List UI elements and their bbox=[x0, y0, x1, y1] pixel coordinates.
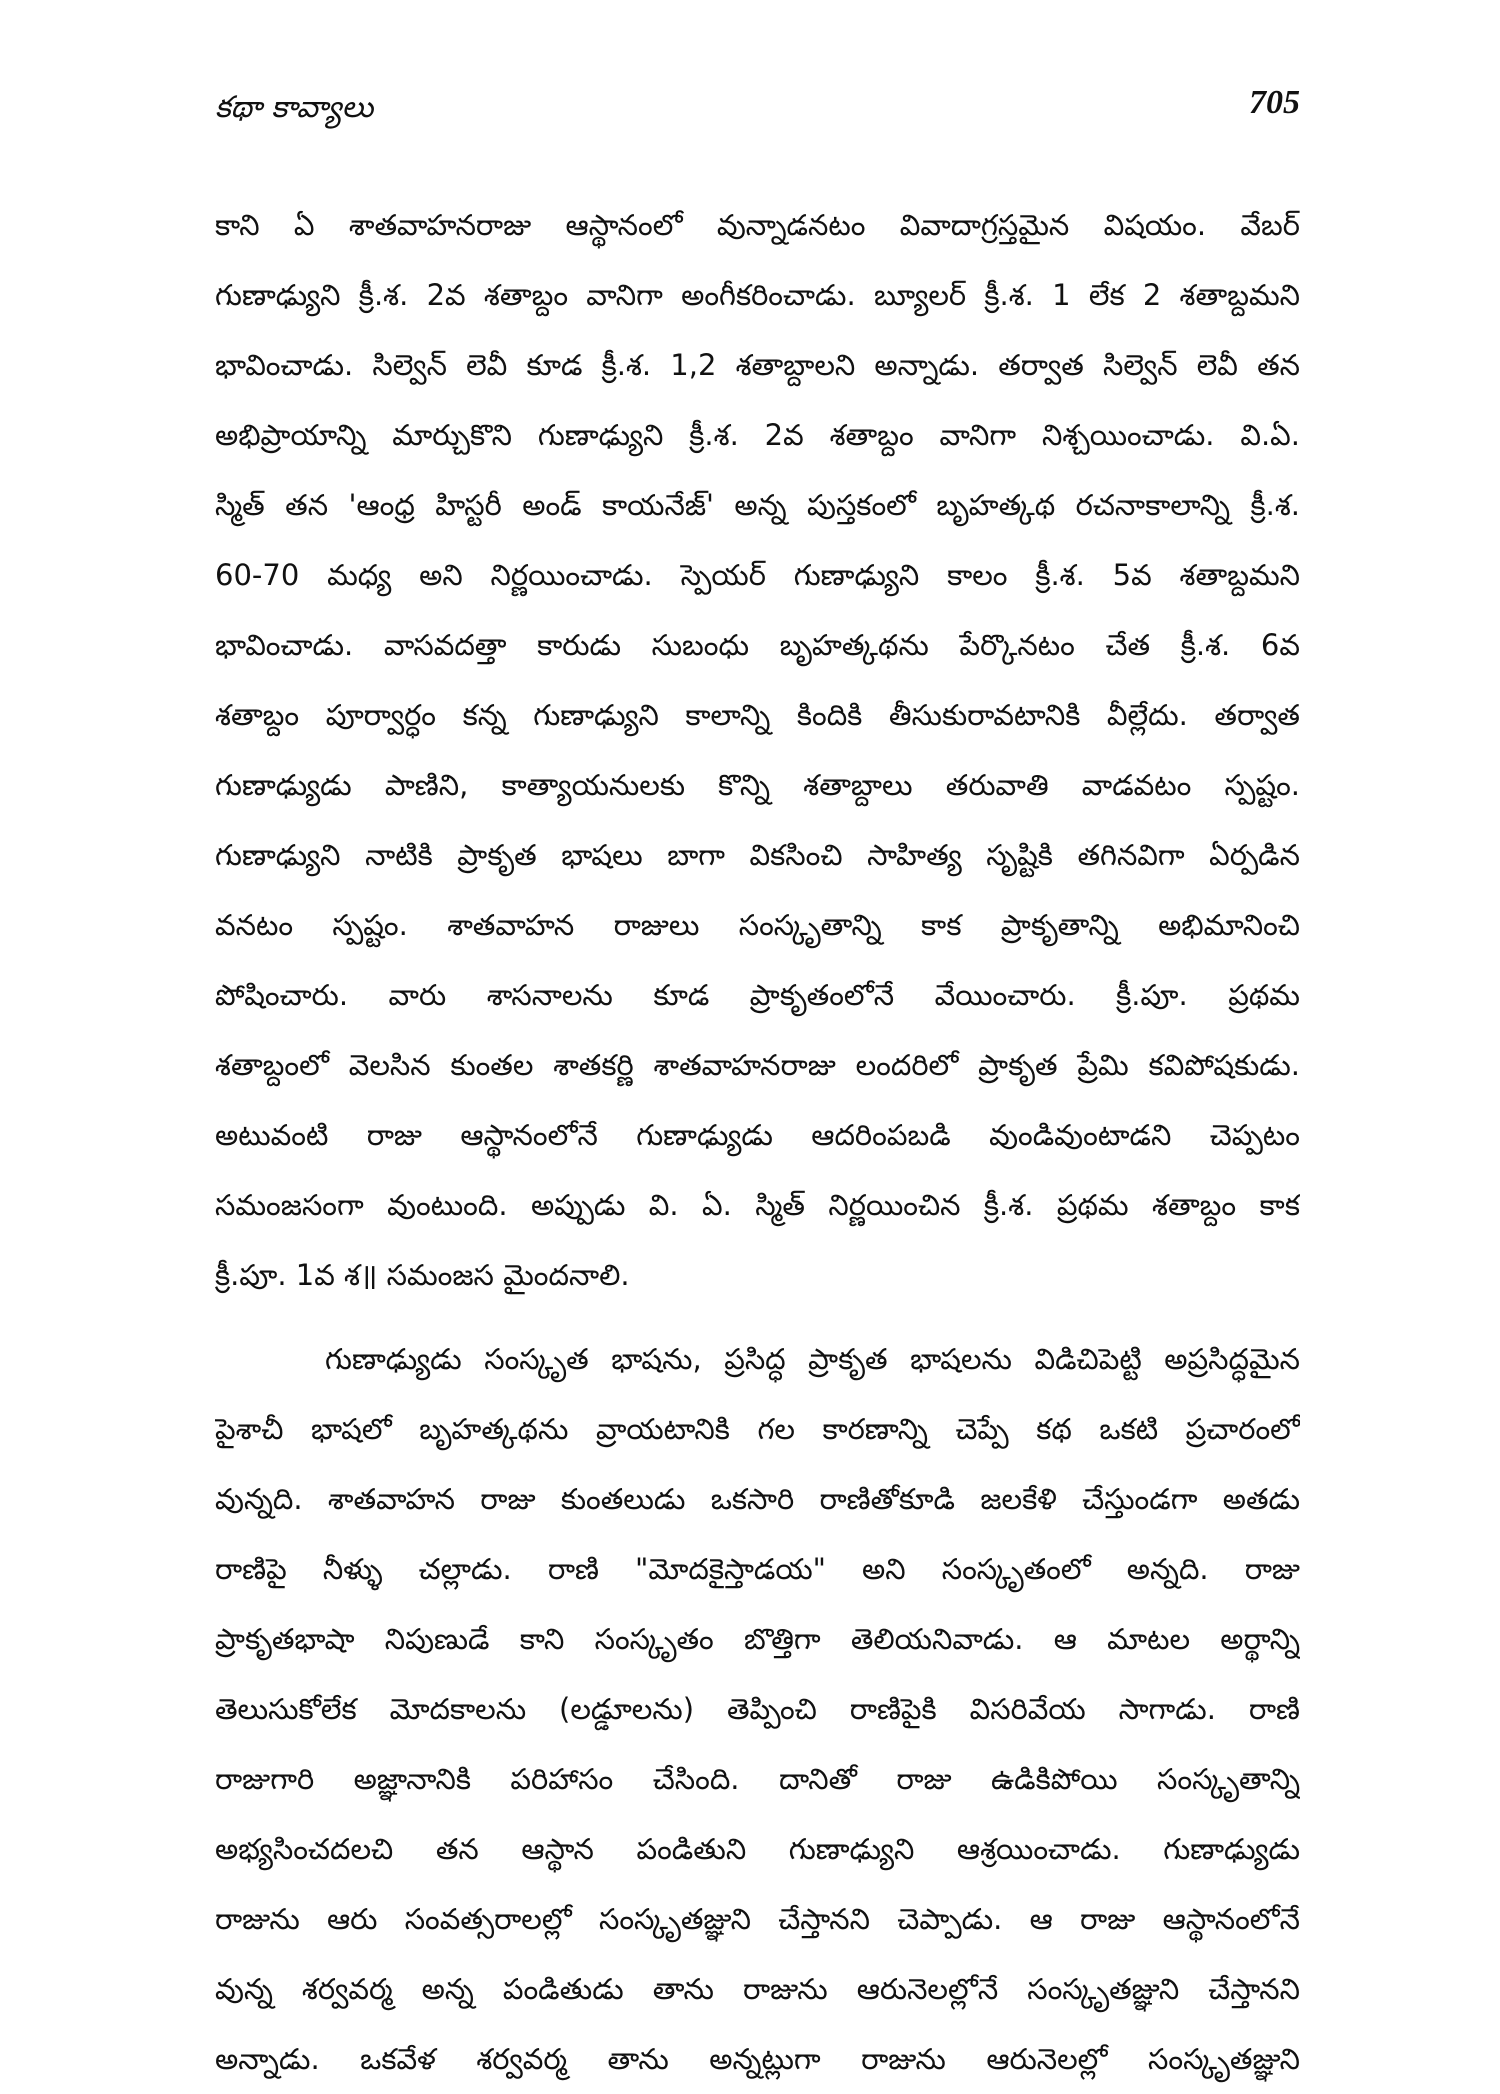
text-line: పైశాచీ భాషలో బృహత్కథను వ్రాయటానికి గల కారణాన్ని చెప్పే కథ ఒకటి ప్రచారంలో bbox=[215, 1412, 1300, 1446]
text-line: తెలుసుకోలేక మోదకాలను (లడ్డూలను) తెప్పించి రాణిపైకి విసరివేయ సాగాడు. రాణి bbox=[215, 1692, 1300, 1726]
text-line: భావించాడు. వాసవదత్తా కారుడు సుబంధు బృహత్కథను పేర్కొనటం చేత క్రీ.శ. 6వ bbox=[215, 628, 1300, 662]
text-line: ప్రాకృతభాషా నిపుణుడే కాని సంస్కృతం బొత్తిగా తెలియనివాడు. ఆ మాటల అర్థాన్ని bbox=[215, 1622, 1300, 1656]
text-line: శతాబ్దం పూర్వార్ధం కన్న గుణాఢ్యుని కాలాన్ని కిందికి తీసుకురావటానికి వీల్లేదు. తర్వాత bbox=[215, 698, 1300, 732]
text-line: 60-70 మధ్య అని నిర్ణయించాడు. స్పెయర్ గుణాఢ్యుని కాలం క్రీ.శ. 5వ శతాబ్దమని bbox=[215, 558, 1300, 592]
paragraph-1 bbox=[215, 190, 1300, 1310]
text-line: అటువంటి రాజు ఆస్థానంలోనే గుణాఢ్యుడు ఆదరింపబడి వుండివుంటాడని చెప్పటం bbox=[215, 1118, 1300, 1152]
page-number: 705 bbox=[1249, 84, 1300, 121]
text-line: వున్న శర్వవర్మ అన్న పండితుడు తాను రాజును ఆరునెలల్లోనే సంస్కృతజ్ఞుని చేస్తానని bbox=[215, 1972, 1300, 2006]
text-line: స్మిత్ తన 'ఆంధ్ర హిస్టరీ అండ్ కాయనేజ్' అన్న పుస్తకంలో బృహత్కథ రచనాకాలాన్ని క్రీ.శ. bbox=[215, 488, 1300, 522]
text-line: గుణాఢ్యుని నాటికి ప్రాకృత భాషలు బాగా వికసించి సాహిత్య సృష్టికి తగినవిగా ఏర్పడిన bbox=[215, 838, 1300, 872]
text-line: రాణిపై నీళ్ళు చల్లాడు. రాణి "మోదకైస్తాడయ" అని సంస్కృతంలో అన్నది. రాజు bbox=[215, 1552, 1300, 1586]
body-text bbox=[215, 190, 1300, 2094]
text-line: గుణాఢ్యుని క్రీ.శ. 2వ శతాబ్దం వానిగా అంగీకరించాడు. బ్యూలర్ క్రీ.శ. 1 లేక 2 శతాబ్దమని bbox=[215, 278, 1300, 312]
text-line: అభ్యసించదలచి తన ఆస్థాన పండితుని గుణాఢ్యుని ఆశ్రయించాడు. గుణాఢ్యుడు bbox=[215, 1832, 1300, 1866]
text-line: రాజును ఆరు సంవత్సరాలల్లో సంస్కృతజ్ఞుని చేస్తానని చెప్పాడు. ఆ రాజు ఆస్థానంలోనే bbox=[215, 1902, 1300, 1936]
text-line: కాని ఏ శాతవాహనరాజు ఆస్థానంలో వున్నాడనటం వివాదాగ్రస్తమైన విషయం. వేబర్ bbox=[215, 208, 1300, 242]
text-line: వున్నది. శాతవాహన రాజు కుంతలుడు ఒకసారి రాణితోకూడి జలకేళి చేస్తుండగా అతడు bbox=[215, 1482, 1300, 1516]
text-line: శతాబ్దంలో వెలసిన కుంతల శాతకర్ణి శాతవాహనరాజు లందరిలో ప్రాకృత ప్రేమి కవిపోషకుడు. bbox=[215, 1048, 1300, 1082]
paragraph-2 bbox=[215, 1324, 1300, 2094]
text-line: రాజుగారి అజ్ఞానానికి పరిహాసం చేసింది. దానితో రాజు ఉడికిపోయి సంస్కృతాన్ని bbox=[215, 1762, 1300, 1796]
text-line: గుణాఢ్యుడు సంస్కృత భాషను, ప్రసిద్ధ ప్రాకృత భాషలను విడిచిపెట్టి అప్రసిద్ధమైన bbox=[325, 1342, 1300, 1376]
text-line: అభిప్రాయాన్ని మార్చుకొని గుణాఢ్యుని క్రీ.శ. 2వ శతాబ్దం వానిగా నిశ్చయించాడు. వి.ఏ. bbox=[215, 418, 1300, 452]
text-line: వనటం స్పష్టం. శాతవాహన రాజులు సంస్కృతాన్ని కాక ప్రాకృతాన్ని అభిమానించి bbox=[215, 908, 1300, 942]
text-line: గుణాఢ్యుడు పాణిని, కాత్యాయనులకు కొన్ని శతాబ్దాలు తరువాతి వాడవటం స్పష్టం. bbox=[215, 768, 1300, 802]
text-line: క్రీ.పూ. 1వ శ॥ సమంజస మైందనాలి. bbox=[215, 1258, 630, 1292]
text-line: పోషించారు. వారు శాసనాలను కూడ ప్రాకృతంలోనే వేయించారు. క్రీ.పూ. ప్రథమ bbox=[215, 978, 1300, 1012]
text-line: భావించాడు. సిల్వెన్ లెవీ కూడ క్రీ.శ. 1,2 శతాబ్దాలని అన్నాడు. తర్వాత సిల్వెన్ లెవీ తన bbox=[215, 348, 1300, 382]
text-line: అన్నాడు. ఒకవేళ శర్వవర్మ తాను అన్నట్లుగా రాజును ఆరునెలల్లో సంస్కృతజ్ఞుని bbox=[215, 2042, 1300, 2076]
text-line: సమంజసంగా వుంటుంది. అప్పుడు వి. ఏ. స్మిత్ నిర్ణయించిన క్రీ.శ. ప్రథమ శతాబ్దం కాక bbox=[215, 1188, 1300, 1222]
running-title: కథా కావ్యాలు bbox=[215, 90, 374, 125]
